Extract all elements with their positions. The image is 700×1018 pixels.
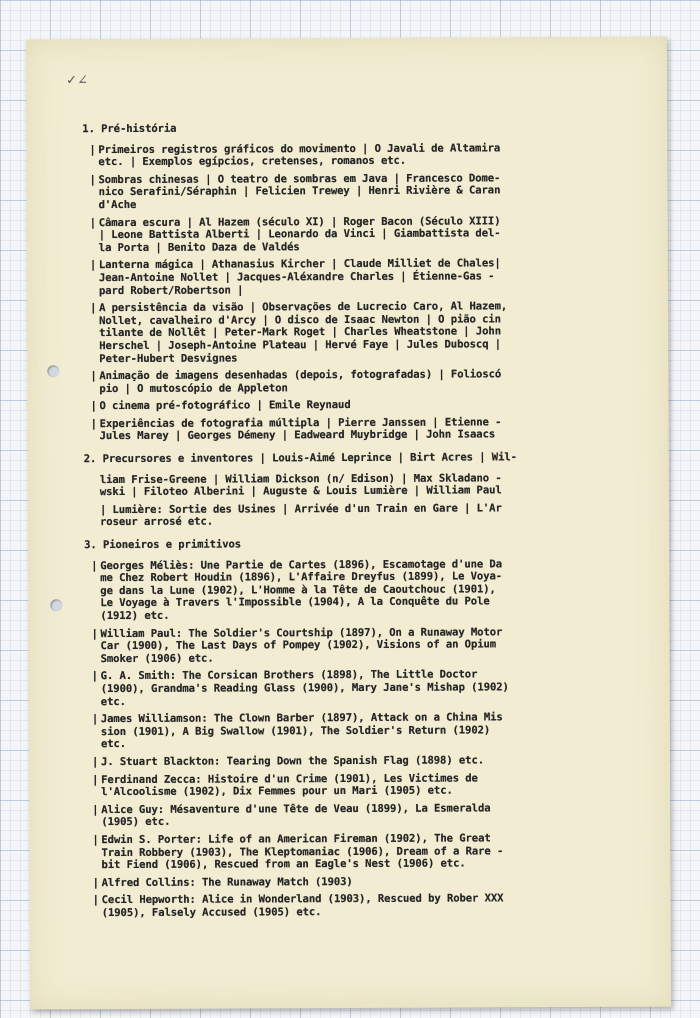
list-item: | Alfred Collins: The Runaway Match (1903) xyxy=(86,874,626,889)
list-item: | William Paul: The Soldier's Courtship (1897), On a Runaway Motor Car (1900), The Last Days of Pompey (1902), Visions of an Opium Smoker (1906) etc. xyxy=(84,625,624,665)
list-item: | Alice Guy: Mésaventure d'une Tête de Veau (1899), La Esmeralda (1905) etc. xyxy=(85,802,625,830)
list-item: | O cinema pré-fotográfico | Emile Reynaud xyxy=(83,398,623,413)
list-item: | A persistência da visão | Observações de Lucrecio Caro, Al Hazem, Nollet, cavalheiro d'Arcy | O disco de Isaac Newton | O pião cin tilante de Nollêt | Peter-Mark Roget | Charles Wheatstone | John Herschel | Joseph-Antoine Plateau | Hervé Faye | Jules Duboscq | Peter-Hubert Desvignes xyxy=(83,300,623,365)
list-item: | Primeiros registros gráficos do movimento | O Javali de Altamira etc. | Exemplos egípcios, cretenses, romanos etc. xyxy=(82,141,622,169)
list-item: | Georges Méliès: Une Partie de Cartes (1896), Escamotage d'une Da me Chez Robert Houdin (1896), L'Affaire Dreyfus (1899), Le Voya- ge dans la Lune (1902), L'Homme à la Tête de Caoutchouc (1901), Le Voyage à Travers l'Impossible (1904), A la Conquête du Pole (1912) etc. xyxy=(84,557,624,622)
section-title-precursores: 2. Precursores e inventores | Louis-Aimé Leprince | Birt Acres | Wil- xyxy=(83,451,517,466)
list-item: | Edwin S. Porter: Life of an American Fireman (1902), The Great Train Robbery (1903), The Kleptomaniac (1906), Dream of a Rare - bit Fiend (1906), Rescued from an Eagle's Nest (1906) etc. xyxy=(85,832,625,872)
list-item: | Ferdinand Zecca: Histoire d'un Crime (1901), Les Victimes de l'Alcoolisme (1902), Dix Femmes pour un Mari (1905) etc. xyxy=(85,771,625,799)
pencil-mark: ✓ ∠ xyxy=(66,73,87,89)
section-title-pioneiros: 3. Pioneiros e primitivos xyxy=(84,538,242,552)
list-item: | Animação de imagens desenhadas (depois, fotografadas) | Folioscó pio | O mutoscópio de Appleton xyxy=(83,368,623,396)
list-item: | J. Stuart Blackton: Tearing Down the Spanish Flag (1898) etc. xyxy=(85,754,625,769)
typed-content xyxy=(82,121,625,925)
list-item: | Experiências de fotografia múltipla | Pierre Janssen | Etienne - Jules Marey | Georges Démeny | Eadweard Muybridge | John Isaacs xyxy=(84,416,624,444)
list-item: | G. A. Smith: The Corsican Brothers (1898), The Little Doctor (1900), Grandma's Reading Glass (1900), Mary Jane's Mishap (1902) etc. xyxy=(85,668,625,708)
list-item: | Lumière: Sortie des Usines | Arrivée d'un Train en Gare | L'Ar roseur arrosé etc. xyxy=(99,502,502,529)
list-item: liam Frise-Greene | William Dickson (n/ Edison) | Max Skladano - wski | Filoteo Alberini | Auguste & Louis Lumière | William Paul xyxy=(99,471,502,499)
typewritten-sheet xyxy=(26,37,671,1010)
list-item: | Cecil Hepworth: Alice in Wonderland (1903), Rescued by Rober XXX (1905), Falsely Accused (1905) etc. xyxy=(86,892,626,920)
punch-hole-upper xyxy=(47,365,59,377)
punch-hole-lower xyxy=(50,599,62,611)
list-item: | Câmara escura | Al Hazem (século XI) | Roger Bacon (Século XIII) | Leone Battista Alberti | Leonardo da Vinci | Giambattista del- la Porta | Benito Daza de Valdés xyxy=(83,214,623,254)
list-item: | Lanterna mágica | Athanasius Kircher | Claude Milliet de Chales| Jean-Antoine Nollet | Jacques-Aléxandre Charles | Étienne-Gas - pard Robert/Robertson | xyxy=(83,257,623,297)
list-item: | James Williamson: The Clown Barber (1897), Attack on a China Mis sion (1901), A Big Swallow (1901), The Soldier's Return (1902) etc. xyxy=(85,711,625,751)
section-title-pre-historia: 1. Pré-história xyxy=(82,122,177,136)
list-item: | Sombras chinesas | O teatro de sombras em Java | Francesco Dome- nico Serafini/Séraphin | Felicien Trewey | Henri Rivière & Caran d'Ache xyxy=(82,172,622,212)
